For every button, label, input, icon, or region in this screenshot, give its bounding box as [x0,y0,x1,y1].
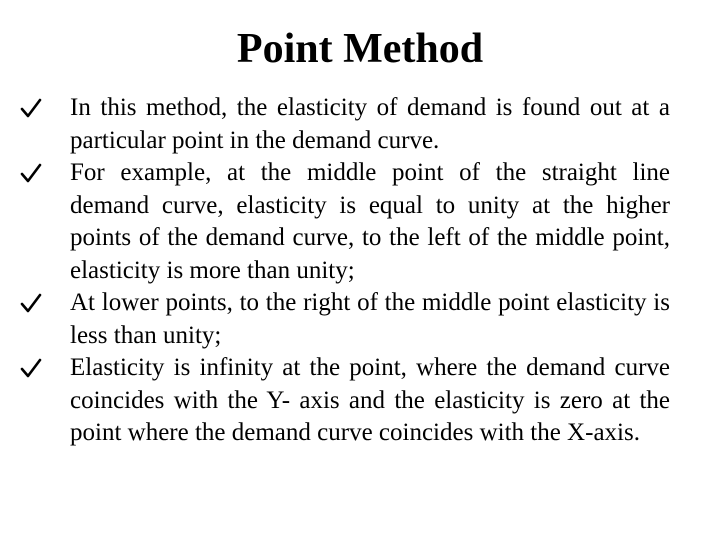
checkmark-icon [20,287,46,319]
bullet-item [20,157,670,287]
bullet-text: For example, at the middle point of the straight line demand curve, elasticity is equal to unity at the higher points of the demand curve, to the left of the middle point, elasticity is more than unity; [70,159,670,284]
checkmark-icon [20,92,46,124]
bullet-list [20,92,670,450]
bullet-text: Elasticity is infinity at the point, where the demand curve coincides with the Y- axis and the elasticity is zero at the point where the demand curve coincides with the X-axis. [70,354,670,446]
bullet-text: In this method, the elasticity of demand is found out at a particular point in the demand curve. [70,94,670,154]
checkmark-icon [20,352,46,384]
bullet-item [20,92,670,157]
bullet-item [20,352,670,450]
slide-title: Point Method [236,26,484,72]
checkmark-icon [20,157,46,189]
bullet-text: At lower points, to the right of the middle point elasticity is less than unity; [70,289,670,349]
bullet-item [20,287,670,352]
